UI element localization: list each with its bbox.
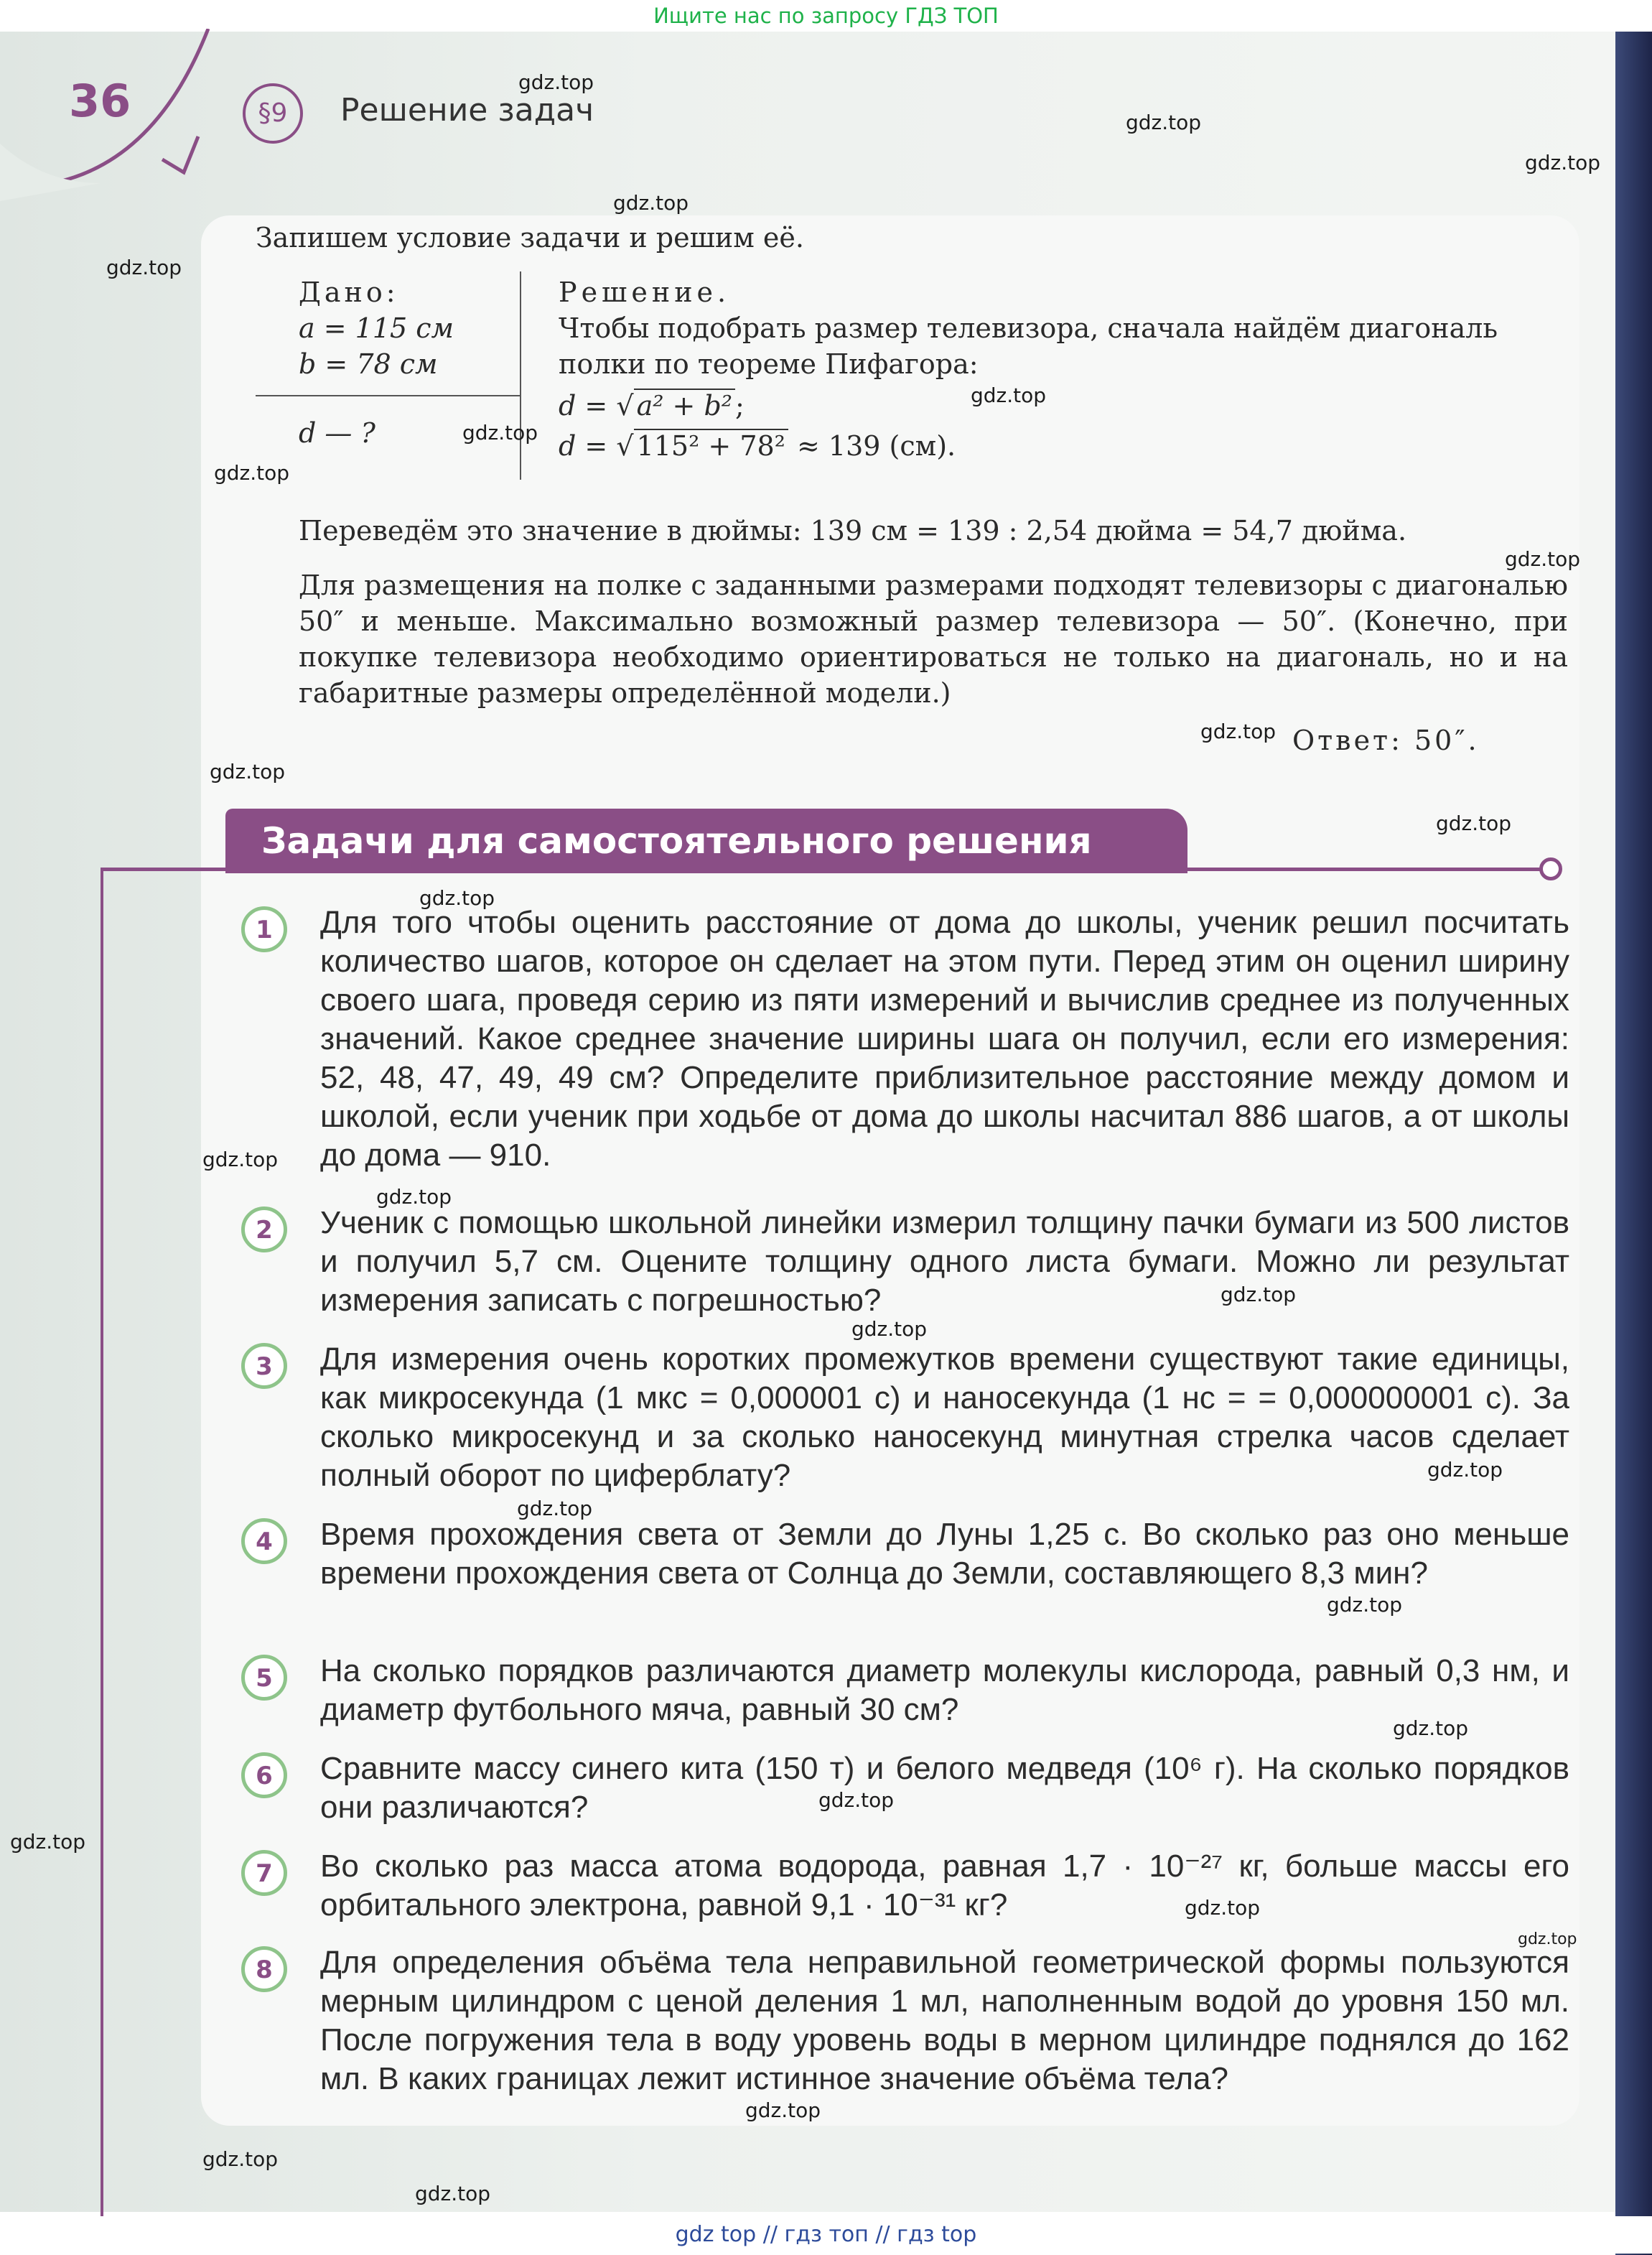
watermark: gdz.top (851, 1317, 928, 1341)
solution-title: Решение. (559, 276, 731, 308)
watermark: gdz.top (106, 256, 182, 279)
watermark: gdz.top (818, 1788, 895, 1812)
watermark: gdz.top (1200, 720, 1277, 743)
watermark: gdz.top (210, 760, 286, 784)
formula-1-radicand: a² + b² (634, 389, 735, 422)
watermark: gdz.top (745, 2098, 821, 2122)
watermark: gdz.top (202, 1148, 279, 1171)
example-intro: Запишем условие задачи и решим её. (256, 222, 804, 254)
given-title: Дано: (299, 276, 399, 308)
formula-2-end: ≈ 139 (см). (797, 430, 956, 462)
watermark: gdz.top (10, 1830, 86, 1854)
left-margin-rule (101, 868, 103, 2218)
watermark: gdz.top (1505, 547, 1581, 571)
solution-block (559, 274, 1564, 464)
watermark: gdz.top (202, 2147, 279, 2171)
given-vertical-divider (520, 271, 521, 480)
book-edge (1615, 29, 1652, 2255)
bottom-banner[interactable]: gdz top // гдз топ // гдз top (0, 2216, 1652, 2254)
watermark: gdz.top (1327, 1593, 1403, 1617)
tasks-header-dot (1539, 857, 1562, 880)
task-number: 3 (241, 1343, 287, 1389)
watermark: gdz.top (518, 70, 594, 94)
watermark: gdz.top (1393, 1716, 1469, 1740)
paragraph-badge: §9 (243, 83, 303, 144)
watermark: gdz.top (1436, 812, 1512, 835)
task-number: 2 (241, 1206, 287, 1252)
task-number: 4 (241, 1518, 287, 1564)
task-number: 1 (241, 906, 287, 952)
conversion-text: Переведём это значение в дюймы: 139 см = 139 : 2,54 дюйма = 54,7 дюйма. (299, 515, 1407, 547)
task-text: Сравните массу синего кита (150 т) и белого медведя (10⁶ г). На сколько порядков они различаются? (320, 1751, 1569, 1825)
watermark: gdz.top (214, 461, 290, 485)
section-title: Решение задач (340, 92, 594, 129)
page-number: 36 (69, 75, 131, 127)
watermark: gdz.top (1518, 1930, 1577, 1948)
watermark: gdz.top (1221, 1283, 1297, 1306)
watermark: gdz.top (971, 383, 1047, 407)
task-number: 8 (241, 1946, 287, 1992)
top-banner[interactable]: Ищите нас по запросу ГДЗ ТОП (0, 0, 1652, 32)
task-text: На сколько порядков различаются диаметр молекулы кислорода, равный 0,3 нм, и диаметр футбольного мяча, равный 30 см? (320, 1653, 1569, 1727)
formula-2-lhs: d = (559, 430, 608, 462)
tasks-header: Задачи для самостоятельного решения (225, 809, 1187, 873)
given-b: b = 78 см (299, 348, 438, 380)
watermark: gdz.top (1126, 111, 1202, 134)
task-text: Во сколько раз масса атома водорода, равная 1,7 · 10⁻²⁷ кг, больше массы его орбитального электрона, равной 9,1 · 10⁻³¹ кг? (320, 1849, 1569, 1922)
formula-1: d = √ a² + b² ; (559, 390, 745, 422)
watermark: gdz.top (517, 1497, 593, 1520)
find-value: d — ? (299, 417, 375, 449)
given-a: a = 115 см (299, 312, 454, 344)
task-text: Время прохождения света от Земли до Луны 1,25 с. Во сколько раз оно меньше времени прохождения света от Солнца до Земли, составляющего 8,3 мин? (320, 1517, 1569, 1591)
task-number: 5 (241, 1655, 287, 1701)
formula-1-end: ; (735, 390, 745, 422)
formula-1-lhs: d = (559, 390, 608, 422)
watermark: gdz.top (613, 191, 689, 215)
task-text: Ученик с помощью школьной линейки измерил толщину пачки бумаги из 500 листов и получил 5,7 см. Оцените толщину одного листа бумаги. Можно ли результат измерения записать с погрешностью? (320, 1205, 1569, 1318)
watermark: gdz.top (415, 2182, 491, 2205)
given-block (299, 274, 514, 382)
watermark: gdz.top (462, 421, 538, 445)
task-text: Для того чтобы оценить расстояние от дома до школы, ученик решил посчитать количество шагов, которое он сделает на этом пути. Перед этим он оценил ширину своего шага, проведя серию из пяти измерений и вычислив среднее из полученных значений. Какое среднее значение ширины шага он получил, если его измерения: 52, 48, 47, 49, 49 см? Определите приблизительное расстояние между домом и школой, если ученик при ходьбе от дома до школы насчитал 886 шагов, а от школы до дома — 910. (320, 905, 1569, 1173)
task-text: Для измерения очень коротких промежутков времени существуют такие единицы, как микросекунда (1 мкс = 0,000001 с) и наносекунда (1 нс = = 0,000000001 с). За сколько микросекунд и за сколько наносекунд минутная стрелка часов сделает полный оборот по циферблату? (320, 1342, 1569, 1493)
answer-text: Ответ: 50″. (1292, 725, 1480, 756)
tasks-header-rule (101, 868, 1551, 871)
task-text: Для определения объёма тела неправильной геометрической формы пользуются мерным цилиндром с ценой деления 1 мл, наполненным водой до уровня 150 мл. После погружения тела в воду уровень воды в мерном цилиндре поднялся до 162 мл. В каких границах лежит истинное значение объёма тела? (320, 1945, 1569, 2096)
task-number: 7 (241, 1850, 287, 1896)
given-divider (256, 395, 521, 396)
task-number: 6 (241, 1752, 287, 1798)
formula-2: d = √ 115² + 78² ≈ 139 (см). (559, 430, 956, 462)
watermark: gdz.top (1185, 1896, 1261, 1920)
solution-text: Чтобы подобрать размер телевизора, сначала найдём диагональ полки по теореме Пифагора: (559, 312, 1498, 380)
watermark: gdz.top (419, 886, 495, 910)
formula-2-radicand: 115² + 78² (634, 429, 788, 462)
conclusion-text: Для размещения на полке с заданными размерами подходят телевизоры с диагональю 50″ и меньше. Максимально возможный размер телевизора — 50″. (Конечно, при покупке телевизора необходимо ориентироваться не только на диагональ, но и на габаритные размеры определённой модели.) (299, 569, 1568, 709)
watermark: gdz.top (1427, 1458, 1503, 1482)
watermark: gdz.top (376, 1185, 452, 1209)
watermark: gdz.top (1525, 151, 1601, 175)
